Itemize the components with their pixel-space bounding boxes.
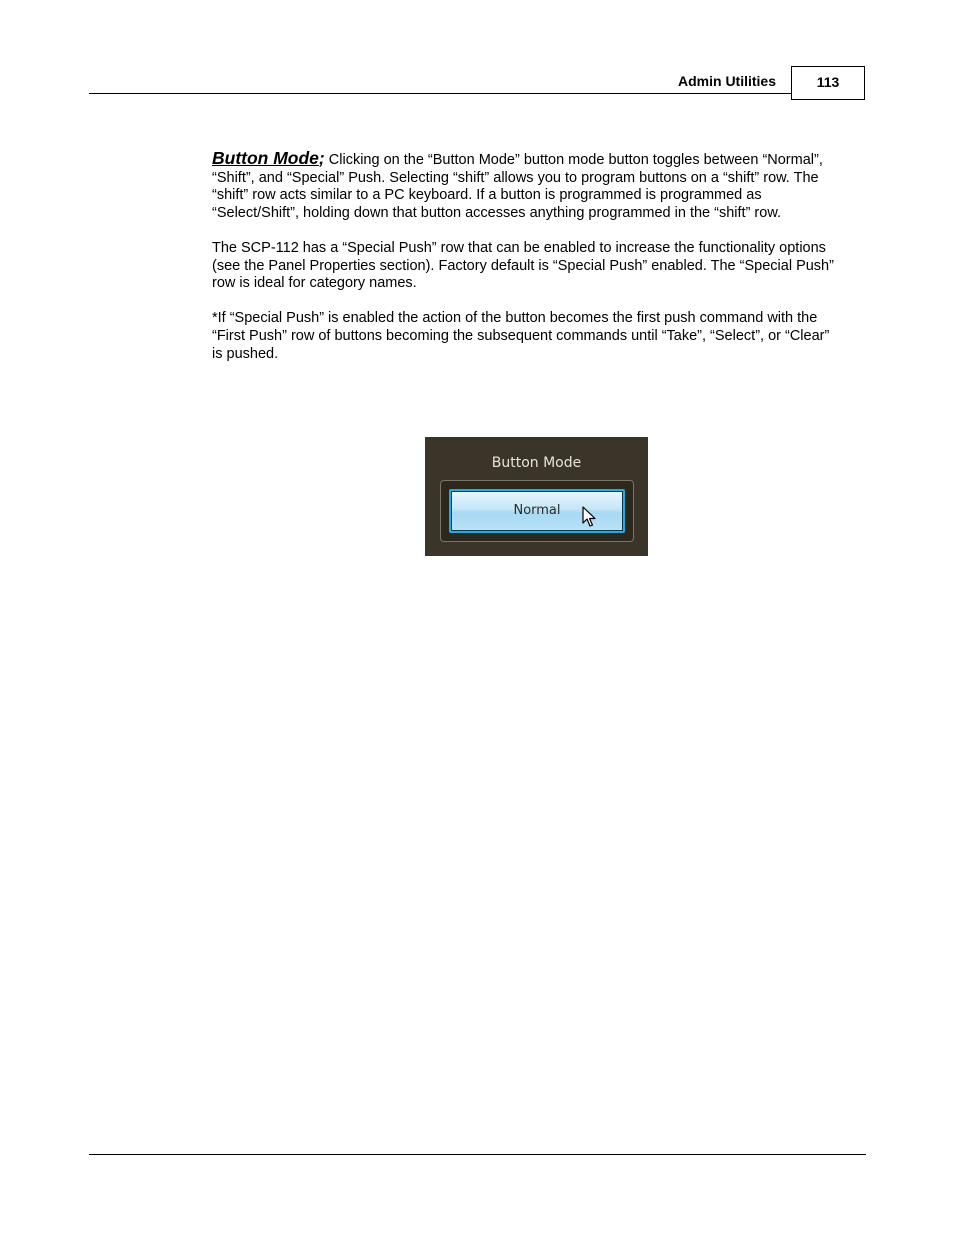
page-header-section: Admin Utilities <box>678 73 777 89</box>
header-rule <box>89 93 792 94</box>
mouse-pointer-icon <box>582 506 598 528</box>
paragraph-special-push: The SCP-112 has a “Special Push” row that can be enabled to increase the functionality options (see the Panel Properties section). Factory default is “Special Push” enabled. The “Special Push” row is ideal for category names. <box>212 239 834 292</box>
paragraph-first-push: *If “Special Push” is enabled the action of the button becomes the first push command with the “First Push” row of buttons becoming the subsequent commands until “Take”, “Select”, or “Clear” is pushed. <box>212 310 830 362</box>
section-heading <box>212 148 325 168</box>
button-mode-title: Button Mode <box>491 455 582 471</box>
button-mode-screenshot <box>425 437 648 556</box>
paragraph-button-mode <box>212 150 842 222</box>
button-mode-toggle-button[interactable]: Normal <box>449 489 625 533</box>
page-number: 113 <box>791 66 865 100</box>
paragraph-1-text: Clicking on the “Button Mode” button mode button toggles between “Normal”, “Shift”, and “Special” Push. Selecting “shift” allows you to program buttons on a “shift” row. The “shift” row acts similar to a PC keyboard. If a button is programmed is programmed as “Select/Shift”, holding down that button accesses anything programmed in the “shift” row. <box>212 152 823 221</box>
section-heading-term: Button Mode <box>212 148 319 168</box>
footer-rule <box>89 1154 866 1155</box>
section-heading-punct: ; <box>318 148 325 168</box>
body-content <box>212 150 842 381</box>
